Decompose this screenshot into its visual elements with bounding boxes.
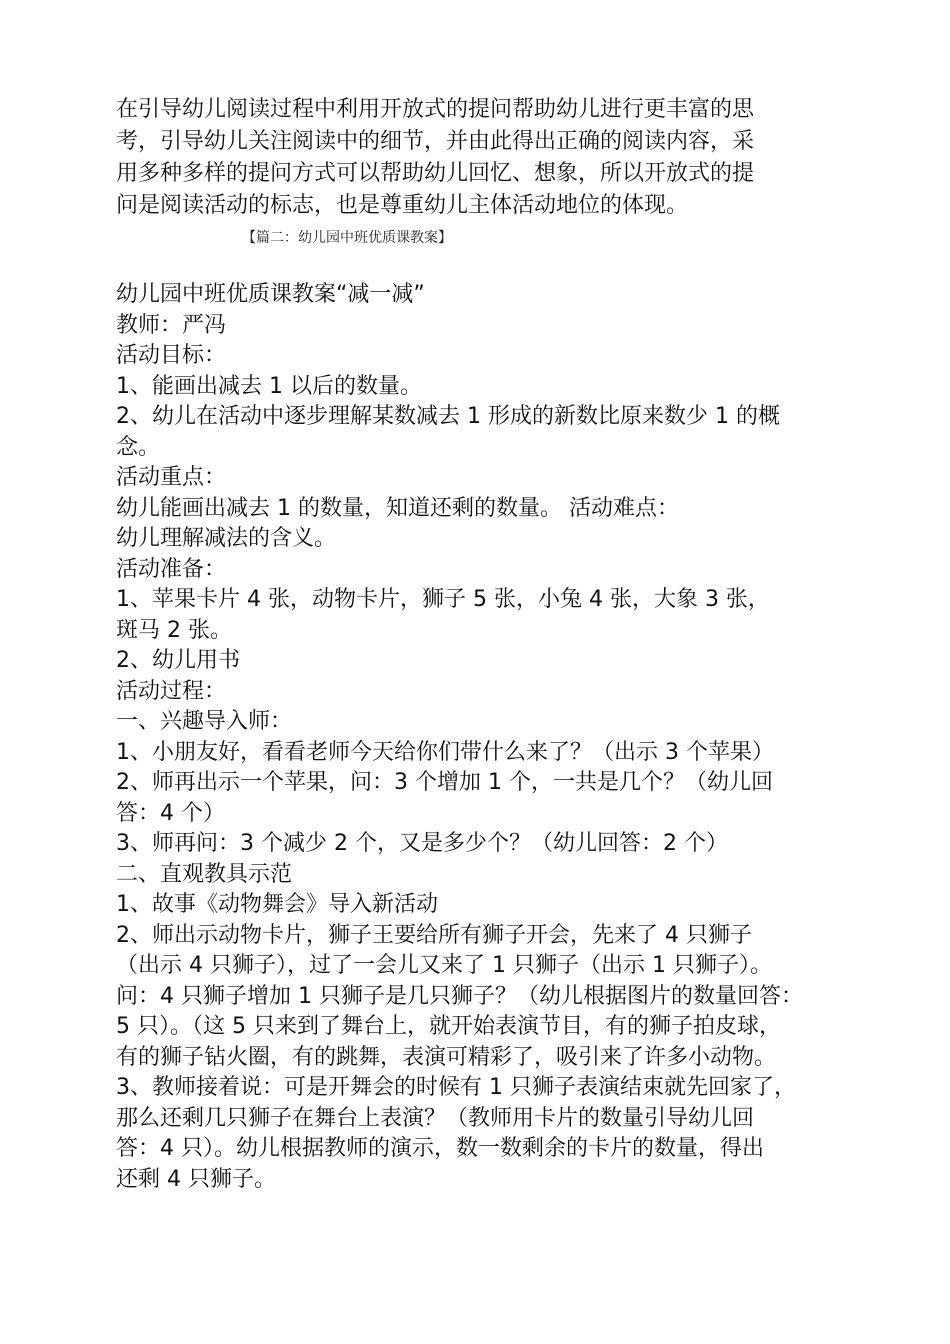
text-line: 1、小朋友好，看看老师今天给你们带什么来了？（出示 3 个苹果） [116,739,774,765]
teacher-line: 教师：严冯 [116,312,227,338]
intro-line: 考，引导幼儿关注阅读中的细节，并由此得出正确的阅读内容，采 [116,129,755,154]
text-line: 一、兴趣导入师： [116,709,293,734]
text-line: 念。 [116,434,161,460]
text-line: 1、故事《动物舞会》导入新活动 [116,892,438,917]
section-heading: 【篇二：幼儿园中班优质课教案】 [242,230,452,246]
text-line: （出示 4 只狮子），过了一会儿又来了 1 只狮子（出示 1 只狮子）。 [116,953,772,978]
text-line: 有的狮子钻火圈，有的跳舞，表演可精彩了，吸引来了许多小动物。 [116,1044,777,1070]
intro-line: 在引导幼儿阅读过程中利用开放式的提问帮助幼儿进行更丰富的思 [116,97,755,122]
text-line: 2、师出示动物卡片，狮子王要给所有狮子开会，先来了 4 只狮子 [116,922,752,948]
lesson-title: 幼儿园中班优质课教案“减一减” [116,282,425,307]
text-line: 还剩 4 只狮子。 [116,1166,276,1192]
text-line: 1、苹果卡片 4 张，动物卡片，狮子 5 张，小兔 4 张，大象 3 张， [116,587,770,612]
text-line: 那么还剩几只狮子在舞台上表演？（教师用卡片的数量引导幼儿回 [116,1105,755,1131]
text-line: 活动重点： [116,465,227,490]
text-line: 答：4 只）。幼儿根据教师的演示，数一数剩余的卡片的数量，得出 [116,1136,764,1161]
text-line: 问：4 只狮子增加 1 只狮子是几只狮子？（幼儿根据图片的数量回答： [116,983,803,1009]
intro-line: 问是阅读活动的标志，也是尊重幼儿主体活动地位的体现。 [116,193,689,218]
intro-line: 用多种多样的提问方式可以帮助幼儿回忆、想象，所以开放式的提 [116,161,755,186]
text-line: 3、教师接着说：可是开舞会的时候有 1 只狮子表演结束就先回家了， [116,1075,796,1100]
text-line: 1、能画出减去 1 以后的数量。 [116,373,422,399]
lesson-plan-body [116,280,876,1195]
text-line: 2、师再出示一个苹果，问：3 个增加 1 个，一共是几个？（幼儿回 [116,770,773,795]
text-line: 幼儿理解减法的含义。 [116,526,337,551]
text-line: 5 只）。（这 5 只来到了舞台上，就开始表演节目，有的狮子拍皮球， [116,1014,781,1039]
intro-paragraph [116,94,836,222]
text-line: 斑马 2 张。 [116,617,232,643]
text-line: 3、师再问：3 个减少 2 个，又是多少个？（幼儿回答：2 个） [116,831,728,856]
text-line: 幼儿能画出减去 1 的数量，知道还剩的数量。 活动难点： [116,495,679,521]
text-line: 答：4 个） [116,800,225,826]
text-line: 活动准备： [116,556,227,582]
text-line: 二、直观教具示范 [116,861,293,887]
text-line: 2、幼儿用书 [116,648,240,673]
text-line: 活动过程： [116,678,227,704]
text-line: 活动目标： [116,343,227,368]
text-line: 2、幼儿在活动中逐步理解某数减去 1 形成的新数比原来数少 1 的概 [116,404,780,429]
